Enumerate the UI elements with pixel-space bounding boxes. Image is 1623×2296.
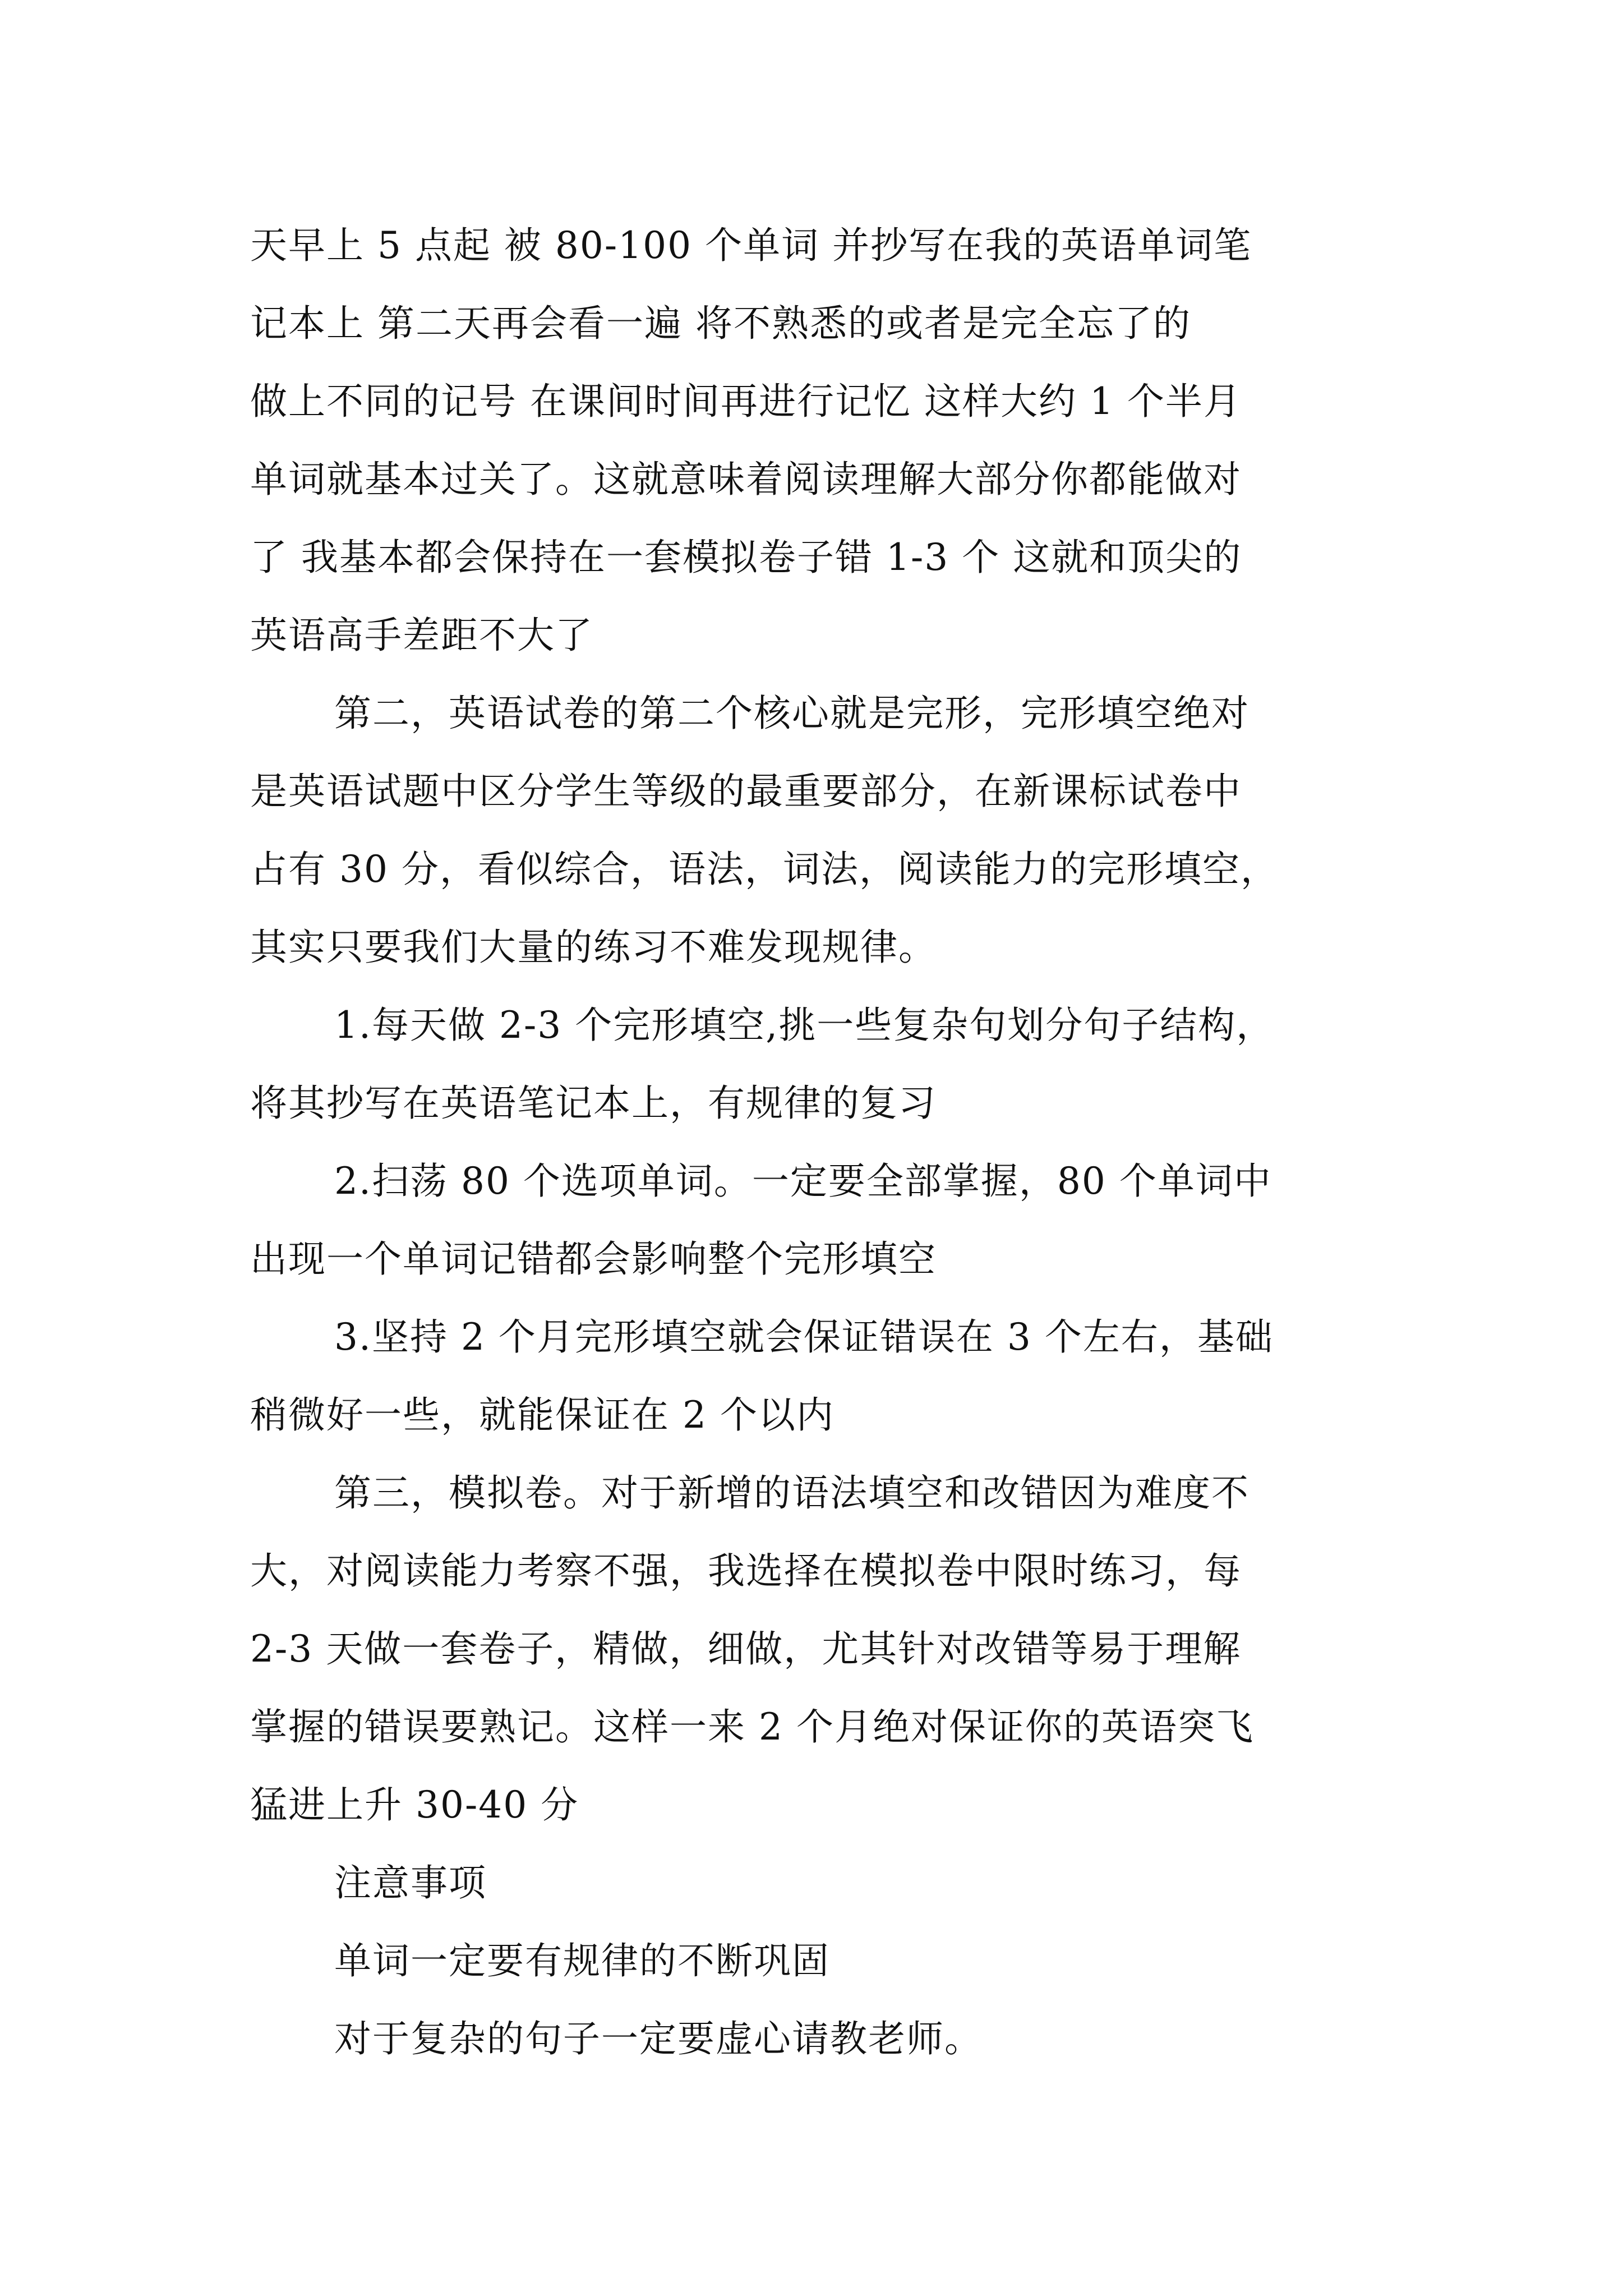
list-item-1: 1.每天做 2-3 个完形填空,挑一些复杂句划分句子结构， [334,1004,1275,1047]
text-line: 了 我基本都会保持在一套模拟卷子错 1-3 个 这就和顶尖的 [250,536,1242,579]
note-line: 对于复杂的句子一定要虚心请教老师。 [334,2017,983,2060]
text-line: 占有 30 分，看似综合，语法，词法，阅读能力的完形填空， [250,848,1279,891]
text-line: 稍微好一些，就能保证在 2 个以内 [250,1393,834,1437]
text-line: 单词就基本过关了。这就意味着阅读理解大部分你都能做对 [250,458,1242,501]
text-line: 英语高手差距不大了 [250,614,593,657]
text-line: 猛进上升 30-40 分 [250,1783,579,1826]
text-line: 其实只要我们大量的练习不难发现规律。 [250,926,937,969]
note-line: 单词一定要有规律的不断巩固 [334,1939,830,1982]
list-item-3: 3.坚持 2 个月完形填空就会保证错误在 3 个左右，基础 [334,1315,1274,1359]
text-line: 出现一个单词记错都会影响整个完形填空 [250,1237,937,1281]
text-line: 2-3 天做一套卷子，精做，细做，尤其针对改错等易于理解 [250,1627,1242,1671]
text-line: 做上不同的记号 在课间时间再进行记忆 这样大约 1 个半月 [250,380,1242,423]
text-line: 记本上 第二天再会看一遍 将不熟悉的或者是完全忘了的 [250,302,1191,345]
text-line: 是英语试题中区分学生等级的最重要部分，在新课标试卷中 [250,770,1242,813]
text-line: 将其抄写在英语笔记本上，有规律的复习 [250,1082,937,1125]
section-heading: 注意事项 [334,1861,487,1904]
text-line: 天早上 5 点起 被 80-100 个单词 并抄写在我的英语单词笔 [250,224,1252,267]
text-line: 掌握的错误要熟记。这样一来 2 个月绝对保证你的英语突飞 [250,1705,1254,1749]
list-item-2: 2.扫荡 80 个选项单词。一定要全部掌握，80 个单词中 [334,1159,1272,1203]
paragraph-first-line: 第二，英语试卷的第二个核心就是完形，完形填空绝对 [334,692,1249,735]
text-line: 大，对阅读能力考察不强，我选择在模拟卷中限时练习，每 [250,1549,1242,1593]
paragraph-first-line: 第三，模拟卷。对于新增的语法填空和改错因为难度不 [334,1471,1249,1515]
